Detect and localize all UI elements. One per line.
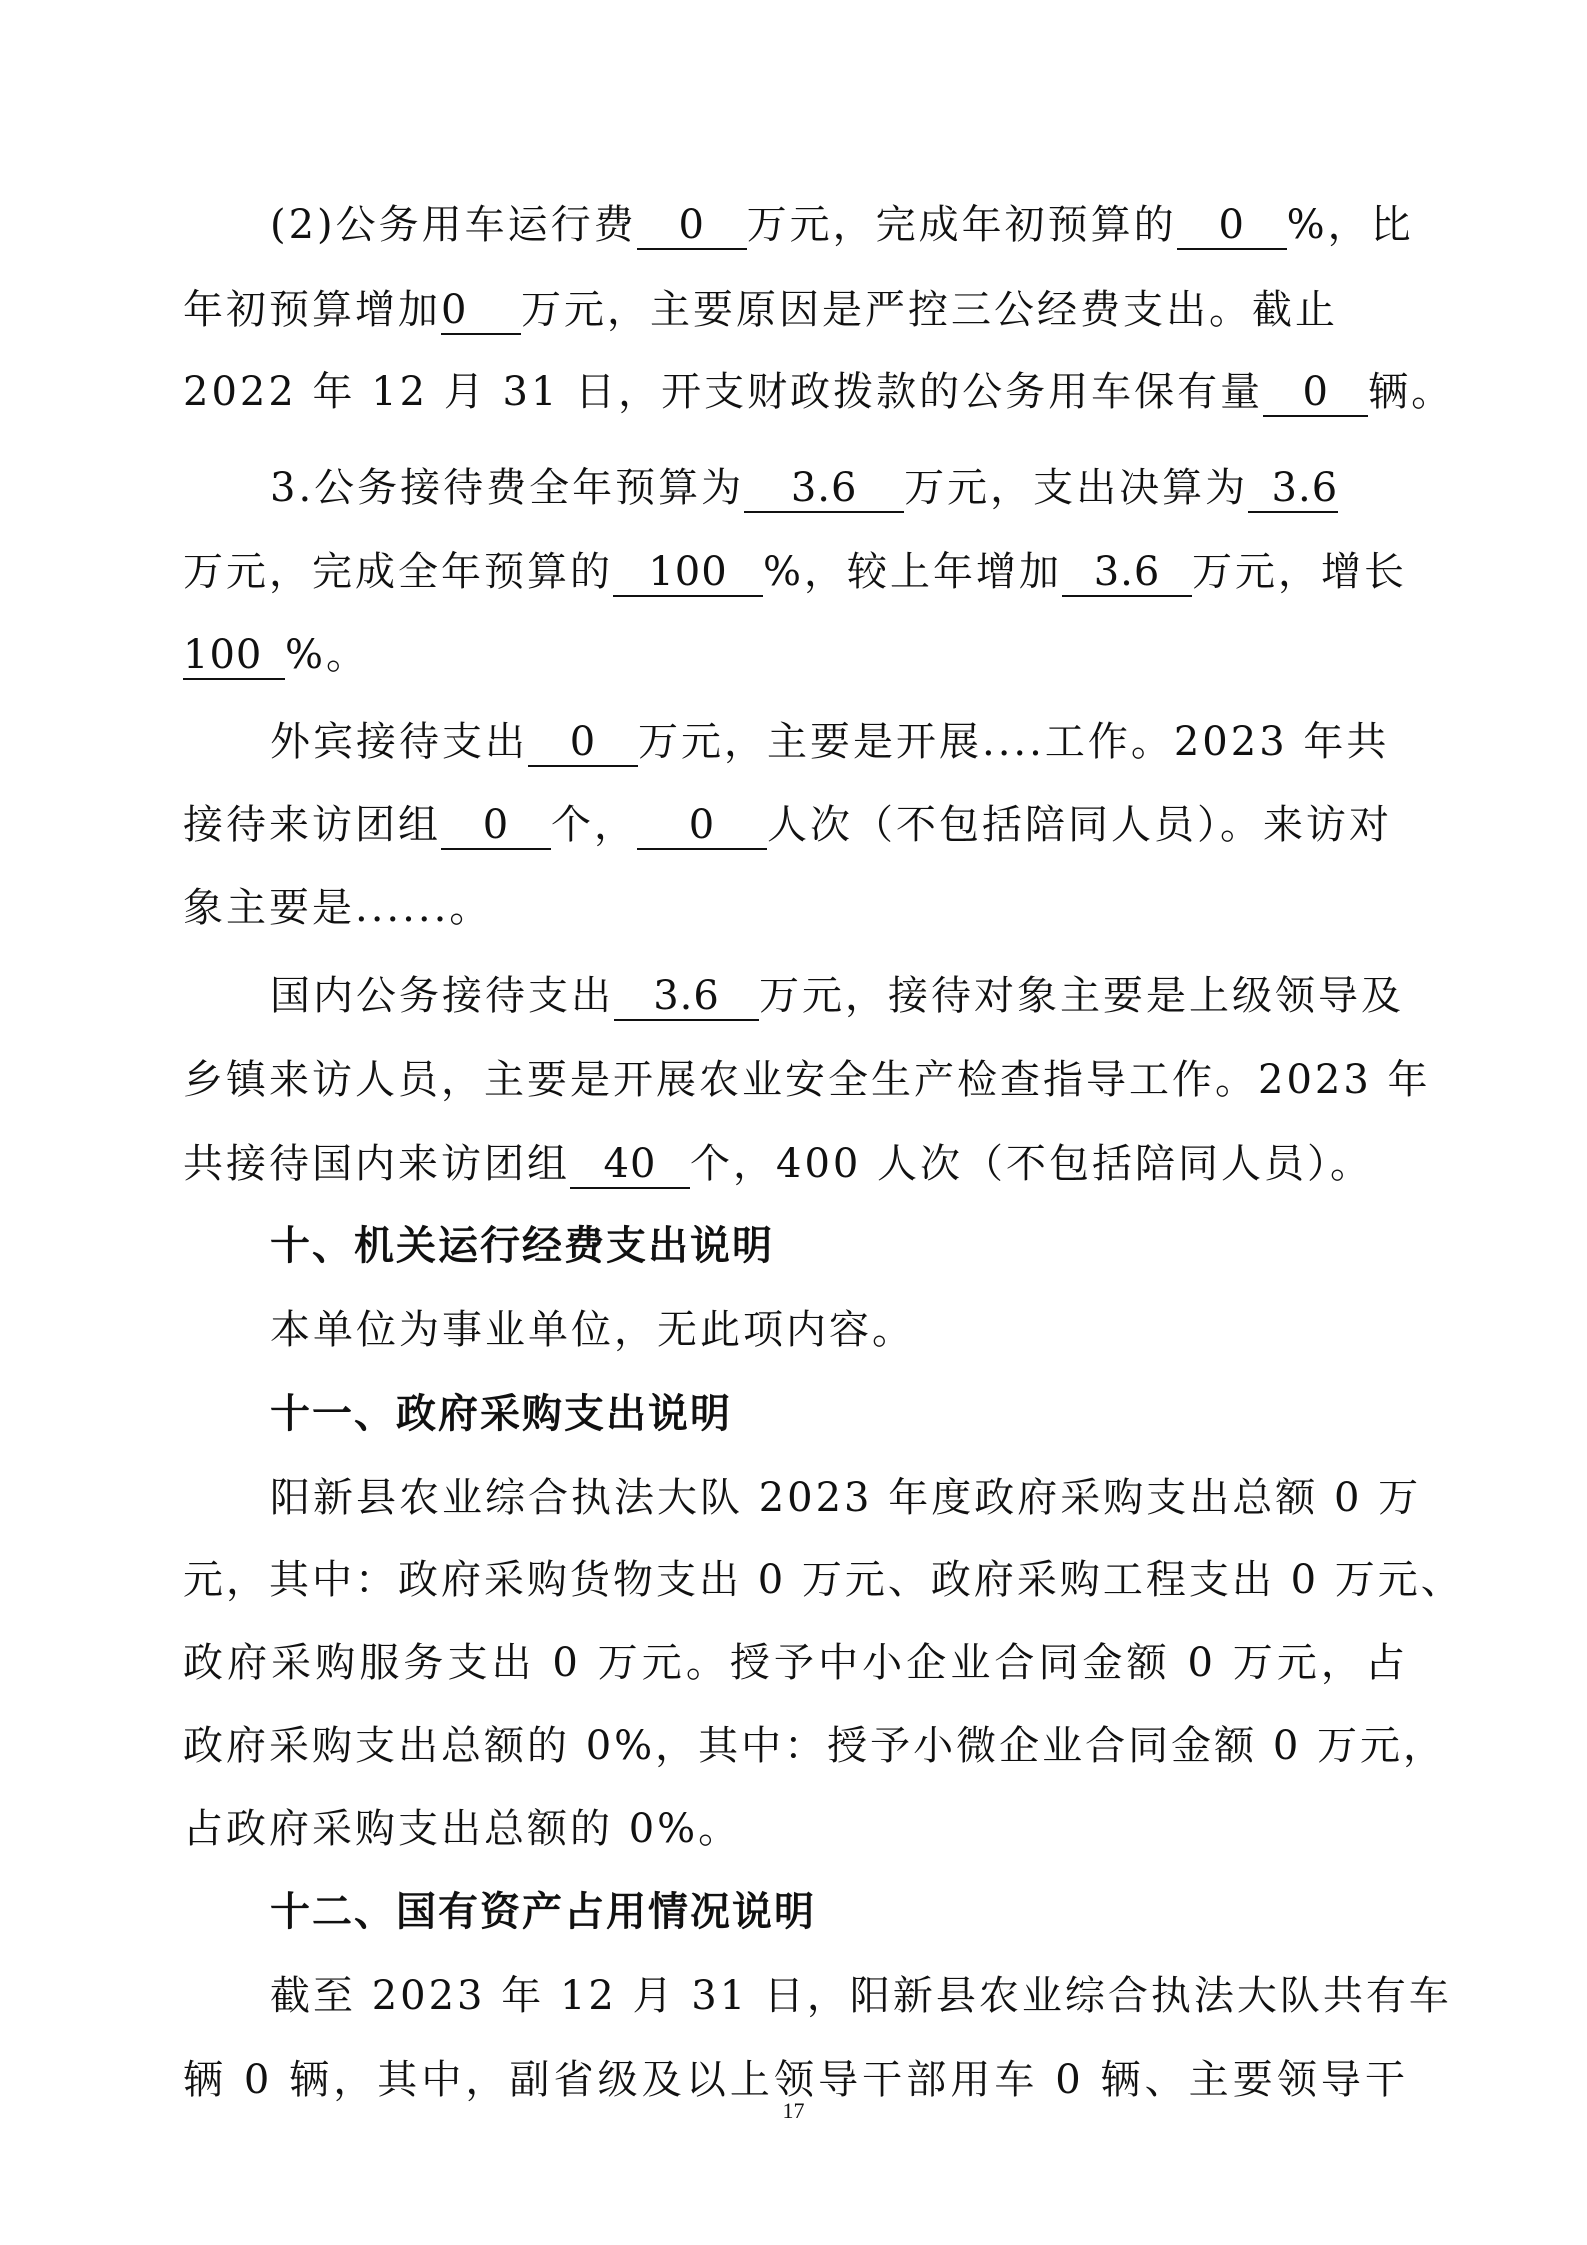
text-segment: 2022 年 12 月 31 日，开支财政拨款的公务用车保有量: [183, 369, 1264, 415]
underlined-value: 0: [528, 719, 638, 767]
underlined-value: 3.6: [1062, 549, 1192, 597]
underlined-value: 0: [637, 802, 767, 850]
underlined-value: 0: [441, 802, 551, 850]
paragraph-line: 政府采购服务支出 0 万元。授予中小企业合同金额 0 万元，占: [183, 1640, 1408, 1686]
underlined-value: 0: [1177, 202, 1287, 250]
paragraph-line: 元，其中：政府采购货物支出 0 万元、政府采购工程支出 0 万元、: [183, 1557, 1464, 1603]
paragraph-line: 阳新县农业综合执法大队 2023 年度政府采购支出总额 0 万: [270, 1475, 1422, 1521]
underlined-value: 100: [613, 549, 763, 597]
text-segment: (2)公务用车运行费: [270, 202, 637, 248]
paragraph-line: 本单位为事业单位，无此项内容。: [270, 1307, 915, 1353]
paragraph-line: [270, 712, 1408, 772]
underlined-value: 40: [570, 1141, 690, 1189]
paragraph-line: [183, 878, 1408, 938]
text-segment: %，比: [1286, 202, 1414, 248]
paragraph-line: [183, 625, 1408, 685]
paragraph-line: 占政府采购支出总额的 0%。: [183, 1806, 742, 1852]
text-segment: 人次（不包括陪同人员）。来访对: [767, 802, 1392, 848]
text-segment: 万元，完成全年预算的: [183, 549, 613, 595]
text-segment: %。: [285, 632, 370, 678]
text-segment: 象主要是......。: [183, 885, 493, 931]
underlined-value: 0: [637, 202, 747, 250]
text-segment: 个，400 人次（不包括陪同人员）。: [690, 1141, 1374, 1187]
underlined-value: 0: [1263, 369, 1368, 417]
underlined-value: 3.6: [614, 973, 759, 1021]
paragraph-line: [183, 1134, 1408, 1194]
paragraph-line: 截至 2023 年 12 月 31 日，阳新县农业综合执法大队共有车: [270, 1973, 1452, 2019]
paragraph-line: 辆 0 辆，其中，副省级及以上领导干部用车 0 辆、主要领导干: [183, 2057, 1408, 2103]
paragraph-line: [183, 542, 1408, 602]
paragraph-line: [183, 1050, 1431, 1110]
text-segment: 万元，接待对象主要是上级领导及: [759, 973, 1404, 1019]
underlined-value: 100: [183, 632, 285, 680]
section-heading: 十二、国有资产占用情况说明: [270, 1889, 816, 1935]
paragraph-line: [270, 966, 1408, 1026]
text-segment: 万元，支出决算为: [904, 465, 1249, 511]
paragraph-line: [183, 280, 1408, 340]
paragraph-line: [270, 195, 1414, 255]
text-segment: 个，: [551, 802, 637, 848]
paragraph-line: 政府采购支出总额的 0%，其中：授予小微企业合同金额 0 万元，: [183, 1723, 1447, 1769]
text-segment: 万元，增长: [1192, 549, 1408, 595]
underlined-value: 3.6: [744, 465, 904, 513]
text-segment: 3.公务接待费全年预算为: [270, 465, 745, 511]
underlined-value: 3.6: [1248, 465, 1338, 513]
text-segment: 万元，主要原因是严控三公经费支出。截止: [521, 287, 1338, 333]
paragraph-line: [270, 458, 1408, 518]
section-heading: 十、机关运行经费支出说明: [270, 1223, 774, 1269]
text-segment: %，较上年增加: [763, 549, 1063, 595]
text-segment: 辆。: [1368, 369, 1455, 415]
text-segment: 万元，主要是开展....工作。2023 年共: [638, 719, 1390, 765]
section-heading: 十一、政府采购支出说明: [270, 1391, 732, 1437]
underlined-value: 0: [441, 287, 521, 335]
page-number: 17: [782, 2098, 805, 2123]
text-segment: 外宾接待支出: [270, 719, 528, 765]
text-segment: 共接待国内来访团组: [183, 1141, 570, 1187]
text-segment: 年初预算增加: [183, 287, 441, 333]
paragraph-line: [183, 795, 1408, 855]
text-segment: 国内公务接待支出: [270, 973, 614, 1019]
text-segment: 万元，完成年初预算的: [746, 202, 1177, 248]
paragraph-line: [183, 362, 1455, 422]
text-segment: 接待来访团组: [183, 802, 441, 848]
text-segment: 乡镇来访人员，主要是开展农业安全生产检查指导工作。2023 年: [183, 1057, 1431, 1103]
